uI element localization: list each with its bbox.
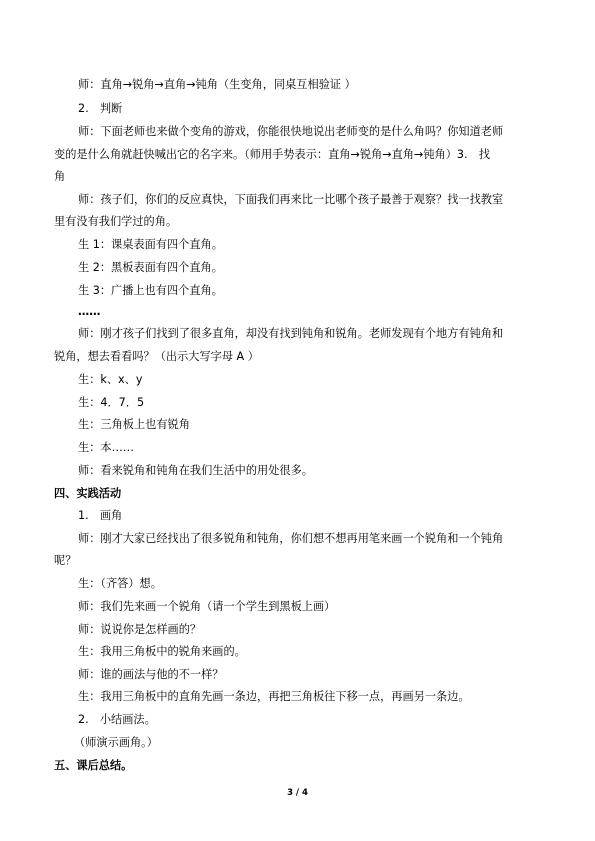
text-line: 锐角，想去看看吗？（出示大写字母 A ） [54, 350, 259, 363]
ellipsis-line: …… [78, 305, 101, 318]
section-heading: 四、实践活动 [54, 487, 122, 500]
text-line: 生：k、x、y [78, 373, 143, 386]
text-line: 生：（齐答）想。 [78, 577, 162, 590]
text-line: 师：直角→锐角→直角→钝角（生变角，同桌互相验证 ） [78, 78, 356, 91]
text-line: 里有没有我们学过的角。 [54, 215, 178, 228]
text-line: 呢？ [54, 554, 77, 567]
text-line: 师：下面老师也来做个变角的游戏，你能很快地说出老师变的是什么角吗？你知道老师 [78, 125, 504, 138]
text-line: 师：我们先来画一个锐角（请一个学生到黑板上画） [78, 600, 336, 613]
subsection-heading: 1. 画角 [78, 509, 123, 522]
text-line: 生 2：黑板表面有四个直角。 [78, 261, 223, 274]
text-line: 生：三角板上也有锐角 [78, 418, 190, 431]
text-line: 变的是什么角就赶快喊出它的名字来。（师用手势表示：直角→锐角→直角→钝角）3. 找 [54, 148, 490, 161]
text-line: 生 1：课桌表面有四个直角。 [78, 238, 223, 251]
text-line: 师：谁的画法与他的不一样？ [78, 668, 224, 681]
text-line: （师演示画角。） [74, 736, 158, 749]
text-line: 生：4．7．5 [78, 396, 145, 409]
text-line: 角 [54, 170, 66, 183]
text-line: 师：刚才大家已经找出了很多锐角和钝角，你们想不想再用笔来画一个锐角和一个钝角 [78, 532, 504, 545]
text-line: 生：本…… [78, 441, 134, 454]
text-line: 生：我用三角板中的直角先画一条边，再把三角板往下移一点，再画另一条边。 [78, 690, 470, 703]
section-heading: 五、课后总结。 [54, 759, 133, 772]
subsection-heading: 2. 小结画法。 [78, 713, 156, 726]
text-line: 生 3：广播上也有四个直角。 [78, 284, 223, 297]
text-line: 师：说说你是怎样画的？ [78, 623, 202, 636]
text-line: 师：看来锐角和钝角在我们生活中的用处很多。 [78, 464, 313, 477]
text-line: 师：刚才孩子们找到了很多直角，却没有找到钝角和锐角。老师发现有个地方有钝角和 [78, 327, 504, 340]
text-line: 师：孩子们，你们的反应真快，下面我们再来比一比哪个孩子最善于观察？找一找教室 [78, 193, 504, 206]
page-number: 3 / 4 [287, 788, 308, 798]
text-line: 2. 判断 [78, 102, 123, 115]
text-line: 生：我用三角板中的锐角来画的。 [78, 645, 246, 658]
